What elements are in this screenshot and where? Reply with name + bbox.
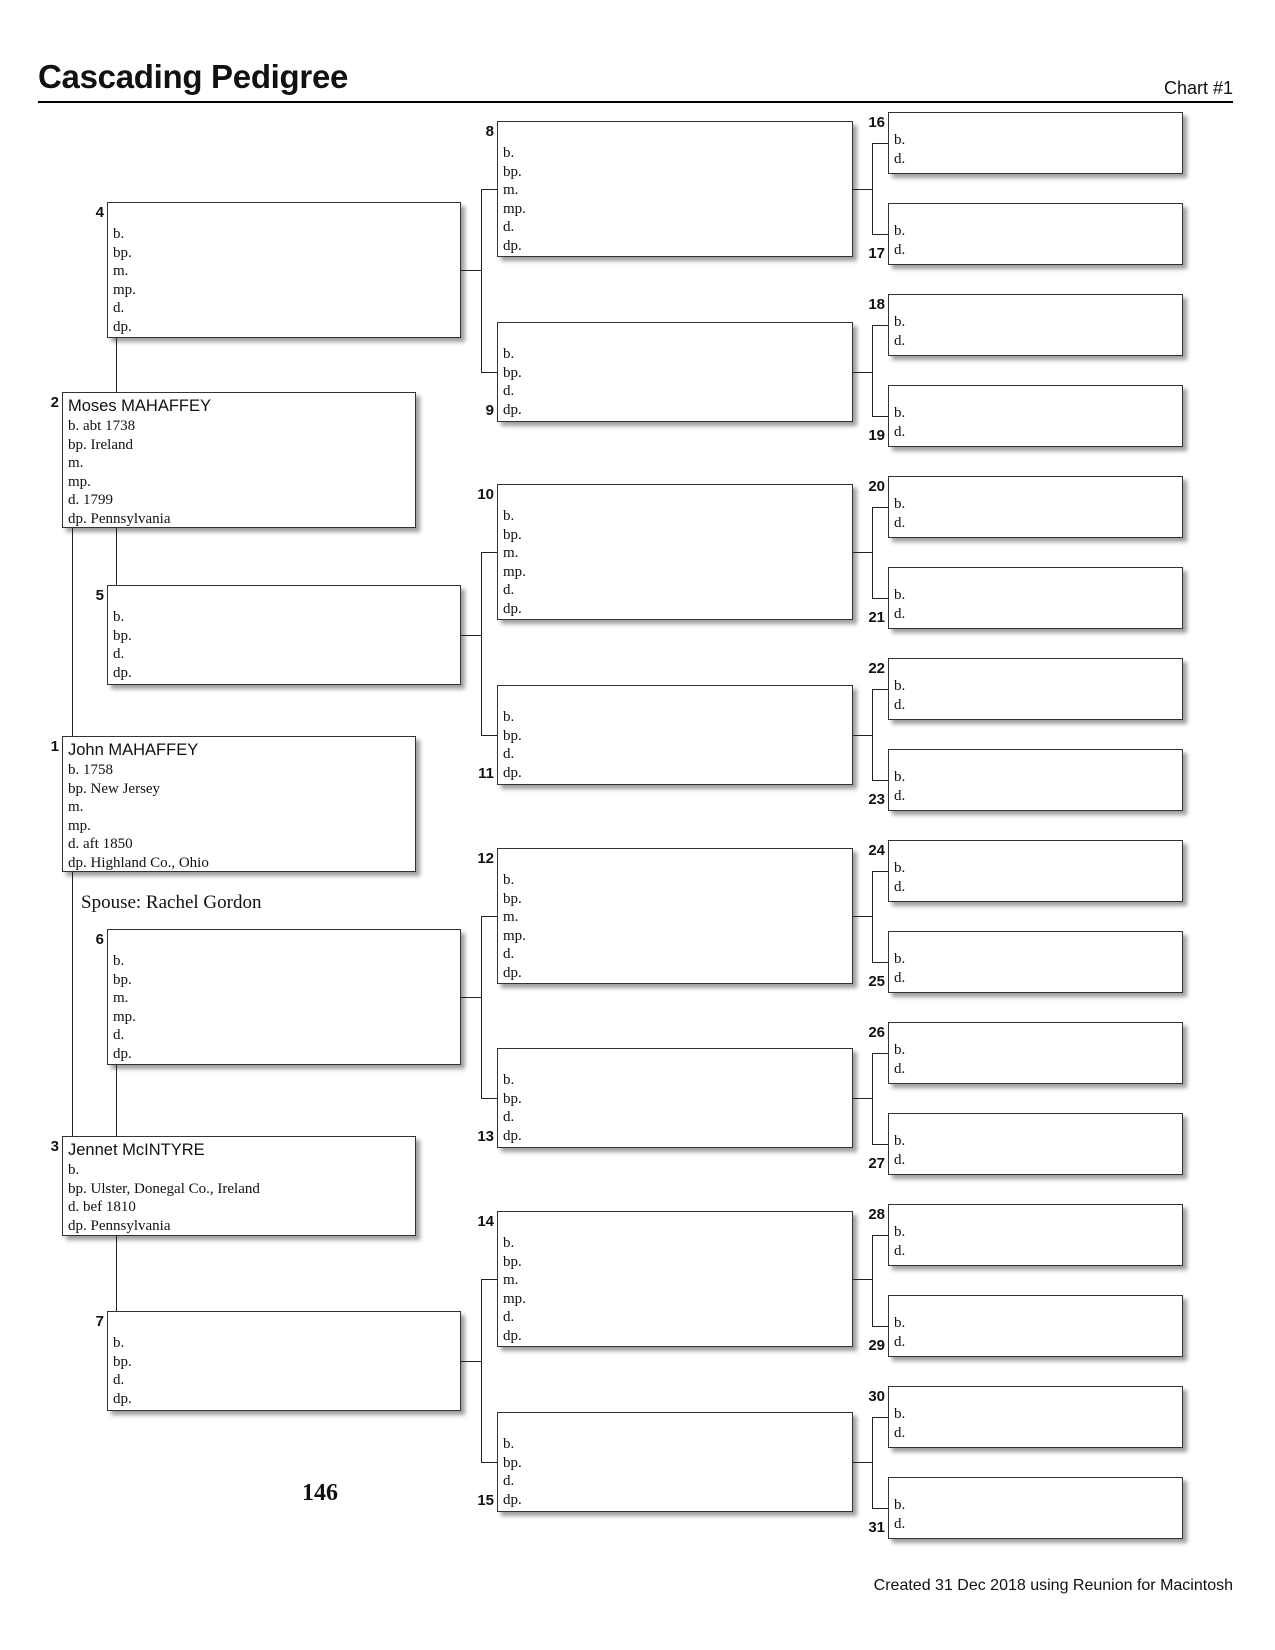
person-field: d.	[503, 946, 515, 962]
person-field: d. 1799	[68, 492, 113, 508]
person-field: b.	[894, 951, 906, 967]
person-box-20	[888, 476, 1183, 538]
person-number: 31	[868, 1519, 885, 1536]
connector-line	[461, 635, 482, 636]
person-field: bp.	[113, 971, 132, 988]
person-box-24	[888, 840, 1183, 902]
connector-line	[872, 962, 888, 963]
person-field: dp.	[503, 600, 522, 617]
person-field: dp.	[503, 401, 522, 418]
connector-line	[481, 552, 497, 553]
person-field: d. aft 1850	[68, 836, 133, 852]
person-field: mp.	[503, 563, 526, 580]
person-field: b.	[113, 226, 125, 242]
person-field: bp.	[503, 1253, 522, 1270]
connector-line	[481, 916, 497, 917]
person-field: b.	[894, 405, 906, 421]
person-field: d.	[894, 241, 906, 258]
person-box-14	[497, 1211, 853, 1347]
person-field: mp.	[113, 281, 136, 298]
person-field: dp. Highland Co., Ohio	[68, 854, 209, 871]
person-field: bp.	[503, 526, 522, 543]
connector-line	[481, 189, 497, 190]
connector-line	[853, 1279, 872, 1280]
person-field: b.	[894, 1315, 906, 1331]
person-field: b.	[503, 1072, 515, 1088]
person-field: d.	[113, 1027, 125, 1043]
person-field: d.	[894, 150, 906, 167]
person-number: 19	[868, 427, 885, 444]
person-field: mp.	[503, 1290, 526, 1307]
person-field: b.	[894, 314, 906, 330]
person-field: b.	[113, 953, 125, 969]
connector-line	[872, 1144, 888, 1145]
connector-line	[872, 325, 888, 326]
person-field: d. bef 1810	[68, 1199, 136, 1215]
connector-line	[872, 143, 873, 234]
person-box-6	[107, 929, 461, 1065]
person-box-16	[888, 112, 1183, 174]
person-field: dp.	[113, 1045, 132, 1062]
person-number: 23	[868, 791, 885, 808]
person-number: 21	[868, 609, 885, 626]
connector-line	[461, 270, 482, 271]
person-field: bp. Ulster, Donegal Co., Ireland	[68, 1180, 260, 1197]
person-field: m.	[503, 1272, 519, 1288]
person-field: b.	[503, 872, 515, 888]
person-field: b. 1758	[68, 762, 113, 778]
person-field: dp.	[503, 1327, 522, 1344]
person-box-5	[107, 585, 461, 685]
person-field: d.	[894, 1151, 906, 1168]
person-field: dp. Pennsylvania	[68, 1217, 171, 1234]
person-number: 4	[95, 204, 104, 221]
connector-line	[853, 735, 872, 736]
connector-line	[481, 916, 482, 1098]
person-field: d.	[894, 1060, 906, 1077]
connector-line	[116, 528, 117, 585]
person-field: bp. Ireland	[68, 436, 133, 453]
person-box-8	[497, 121, 853, 257]
person-field: b.	[503, 1436, 515, 1452]
person-number: 2	[50, 394, 59, 411]
person-box-27	[888, 1113, 1183, 1175]
connector-line	[872, 871, 888, 872]
person-box-29	[888, 1295, 1183, 1357]
person-field: m.	[68, 799, 84, 815]
person-field: d.	[894, 423, 906, 440]
connector-line	[853, 1462, 872, 1463]
person-field: dp.	[113, 664, 132, 681]
person-box-18	[888, 294, 1183, 356]
connector-line	[72, 528, 73, 736]
person-field: d.	[894, 514, 906, 531]
person-field: b.	[894, 1133, 906, 1149]
person-field: d.	[113, 1372, 125, 1388]
connector-line	[853, 552, 872, 553]
person-box-1	[62, 736, 416, 872]
person-box-31	[888, 1477, 1183, 1539]
person-field: bp.	[503, 1090, 522, 1107]
person-field: d.	[894, 1333, 906, 1350]
person-field: mp.	[113, 1008, 136, 1025]
person-number: 14	[477, 1213, 494, 1230]
connector-line	[872, 416, 888, 417]
person-field: mp.	[503, 200, 526, 217]
person-field: d.	[503, 746, 515, 762]
person-field: b.	[894, 1406, 906, 1422]
person-name: Jennet McINTYRE	[68, 1141, 205, 1159]
person-box-12	[497, 848, 853, 984]
person-field: bp.	[113, 244, 132, 261]
person-box-19	[888, 385, 1183, 447]
connector-line	[481, 372, 497, 373]
person-field: b.	[503, 1235, 515, 1251]
page-number: 146	[302, 1480, 338, 1506]
person-box-11	[497, 685, 853, 785]
connector-line	[116, 338, 117, 392]
connector-line	[481, 1098, 497, 1099]
person-number: 17	[868, 245, 885, 262]
person-number: 12	[477, 850, 494, 867]
connector-line	[853, 189, 872, 190]
person-field: b.	[894, 678, 906, 694]
person-field: dp.	[113, 318, 132, 335]
person-field: m.	[113, 263, 129, 279]
connector-line	[872, 1417, 873, 1508]
connector-line	[72, 872, 73, 1136]
person-box-3	[62, 1136, 416, 1236]
person-number: 24	[868, 842, 885, 859]
person-number: 9	[485, 402, 494, 419]
person-field: d.	[503, 1109, 515, 1125]
person-field: b.	[113, 609, 125, 625]
person-field: b.	[503, 346, 515, 362]
person-field: d.	[894, 1242, 906, 1259]
person-field: bp.	[503, 1454, 522, 1471]
person-number: 20	[868, 478, 885, 495]
person-number: 13	[477, 1128, 494, 1145]
person-number: 26	[868, 1024, 885, 1041]
connector-line	[481, 735, 497, 736]
person-box-9	[497, 322, 853, 422]
person-field: bp.	[503, 163, 522, 180]
person-field: m.	[503, 909, 519, 925]
footer-credit: Created 31 Dec 2018 using Reunion for Macintosh	[873, 1577, 1233, 1594]
person-field: b.	[894, 223, 906, 239]
connector-line	[872, 871, 873, 962]
person-box-30	[888, 1386, 1183, 1448]
person-field: dp.	[503, 964, 522, 981]
person-field: dp.	[503, 764, 522, 781]
person-field: b.	[894, 1497, 906, 1513]
person-field: d.	[503, 1309, 515, 1325]
person-field: b.	[503, 508, 515, 524]
person-number: 22	[868, 660, 885, 677]
connector-line	[872, 325, 873, 416]
connector-line	[461, 1361, 482, 1362]
person-field: d.	[894, 605, 906, 622]
person-box-28	[888, 1204, 1183, 1266]
connector-line	[872, 1417, 888, 1418]
connector-line	[872, 1235, 873, 1326]
person-number: 25	[868, 973, 885, 990]
person-field: d.	[113, 646, 125, 662]
person-number: 18	[868, 296, 885, 313]
person-number: 7	[95, 1313, 104, 1330]
person-field: m.	[68, 455, 84, 471]
person-box-22	[888, 658, 1183, 720]
person-field: b.	[894, 132, 906, 148]
person-field: b.	[113, 1335, 125, 1351]
person-field: d.	[894, 696, 906, 713]
person-field: bp. New Jersey	[68, 780, 161, 797]
title-rule	[38, 101, 1233, 103]
person-box-7	[107, 1311, 461, 1411]
page-title: Cascading Pedigree	[38, 58, 349, 95]
person-field: bp.	[503, 727, 522, 744]
connector-line	[853, 372, 872, 373]
connector-line	[872, 1326, 888, 1327]
person-field: d.	[894, 878, 906, 895]
connector-line	[481, 1279, 482, 1462]
connector-line	[853, 916, 872, 917]
person-field: d.	[503, 582, 515, 598]
person-number: 28	[868, 1206, 885, 1223]
person-field: d.	[894, 787, 906, 804]
person-field: b.	[894, 496, 906, 512]
person-number: 6	[95, 931, 104, 948]
spouse-note: Spouse: Rachel Gordon	[81, 892, 262, 913]
connector-line	[461, 997, 482, 998]
connector-line	[872, 598, 888, 599]
person-field: m.	[503, 545, 519, 561]
person-number: 29	[868, 1337, 885, 1354]
person-box-25	[888, 931, 1183, 993]
person-name: John MAHAFFEY	[68, 741, 199, 759]
person-box-10	[497, 484, 853, 620]
person-box-2	[62, 392, 416, 528]
connector-line	[853, 1098, 872, 1099]
connector-line	[872, 234, 888, 235]
person-field: d.	[113, 300, 125, 316]
connector-line	[872, 143, 888, 144]
person-number: 10	[477, 486, 494, 503]
person-field: dp.	[503, 1127, 522, 1144]
person-field: bp.	[113, 627, 132, 644]
connector-line	[481, 1462, 497, 1463]
person-field: b.	[894, 769, 906, 785]
person-number: 30	[868, 1388, 885, 1405]
person-number: 15	[477, 1492, 494, 1509]
connector-line	[872, 689, 888, 690]
person-field: mp.	[68, 817, 91, 834]
person-field: mp.	[68, 473, 91, 490]
person-number: 1	[50, 738, 59, 755]
person-field: b.	[894, 1224, 906, 1240]
person-box-4	[107, 202, 461, 338]
person-field: b.	[894, 1042, 906, 1058]
person-field: d.	[503, 1473, 515, 1489]
person-field: b.	[894, 587, 906, 603]
person-box-17	[888, 203, 1183, 265]
person-field: d.	[894, 332, 906, 349]
connector-line	[116, 1236, 117, 1311]
person-field: dp.	[503, 1491, 522, 1508]
person-field: bp.	[113, 1353, 132, 1370]
person-box-15	[497, 1412, 853, 1512]
person-field: mp.	[503, 927, 526, 944]
person-field: d.	[894, 1515, 906, 1532]
person-number: 16	[868, 114, 885, 131]
connector-line	[872, 689, 873, 780]
person-box-21	[888, 567, 1183, 629]
person-box-26	[888, 1022, 1183, 1084]
person-name: Moses MAHAFFEY	[68, 397, 212, 415]
person-number: 5	[95, 587, 104, 604]
connector-line	[481, 552, 482, 735]
person-field: m.	[503, 182, 519, 198]
person-field: b. abt 1738	[68, 418, 136, 434]
connector-line	[872, 507, 888, 508]
person-number: 8	[485, 123, 494, 140]
connector-line	[872, 1235, 888, 1236]
person-field: dp.	[113, 1390, 132, 1407]
person-number: 3	[50, 1138, 59, 1155]
person-number: 27	[868, 1155, 885, 1172]
connector-line	[872, 1508, 888, 1509]
person-field: d.	[894, 1424, 906, 1441]
person-field: m.	[113, 990, 129, 1006]
person-box-23	[888, 749, 1183, 811]
person-field: dp.	[503, 237, 522, 254]
connector-line	[481, 1279, 497, 1280]
person-field: b.	[503, 709, 515, 725]
person-field: d.	[503, 383, 515, 399]
person-field: dp. Pennsylvania	[68, 510, 171, 527]
connector-line	[872, 1053, 873, 1144]
person-field: d.	[503, 219, 515, 235]
person-field: b.	[503, 145, 515, 161]
connector-line	[481, 189, 482, 372]
chart-number: Chart #1	[1163, 78, 1233, 98]
person-box-13	[497, 1048, 853, 1148]
person-field: b.	[68, 1162, 80, 1178]
person-field: bp.	[503, 890, 522, 907]
connector-line	[872, 1053, 888, 1054]
connector-line	[872, 780, 888, 781]
person-field: d.	[894, 969, 906, 986]
connector-line	[872, 507, 873, 598]
person-number: 11	[478, 765, 494, 782]
connector-line	[116, 1065, 117, 1136]
person-field: bp.	[503, 364, 522, 381]
person-field: b.	[894, 860, 906, 876]
